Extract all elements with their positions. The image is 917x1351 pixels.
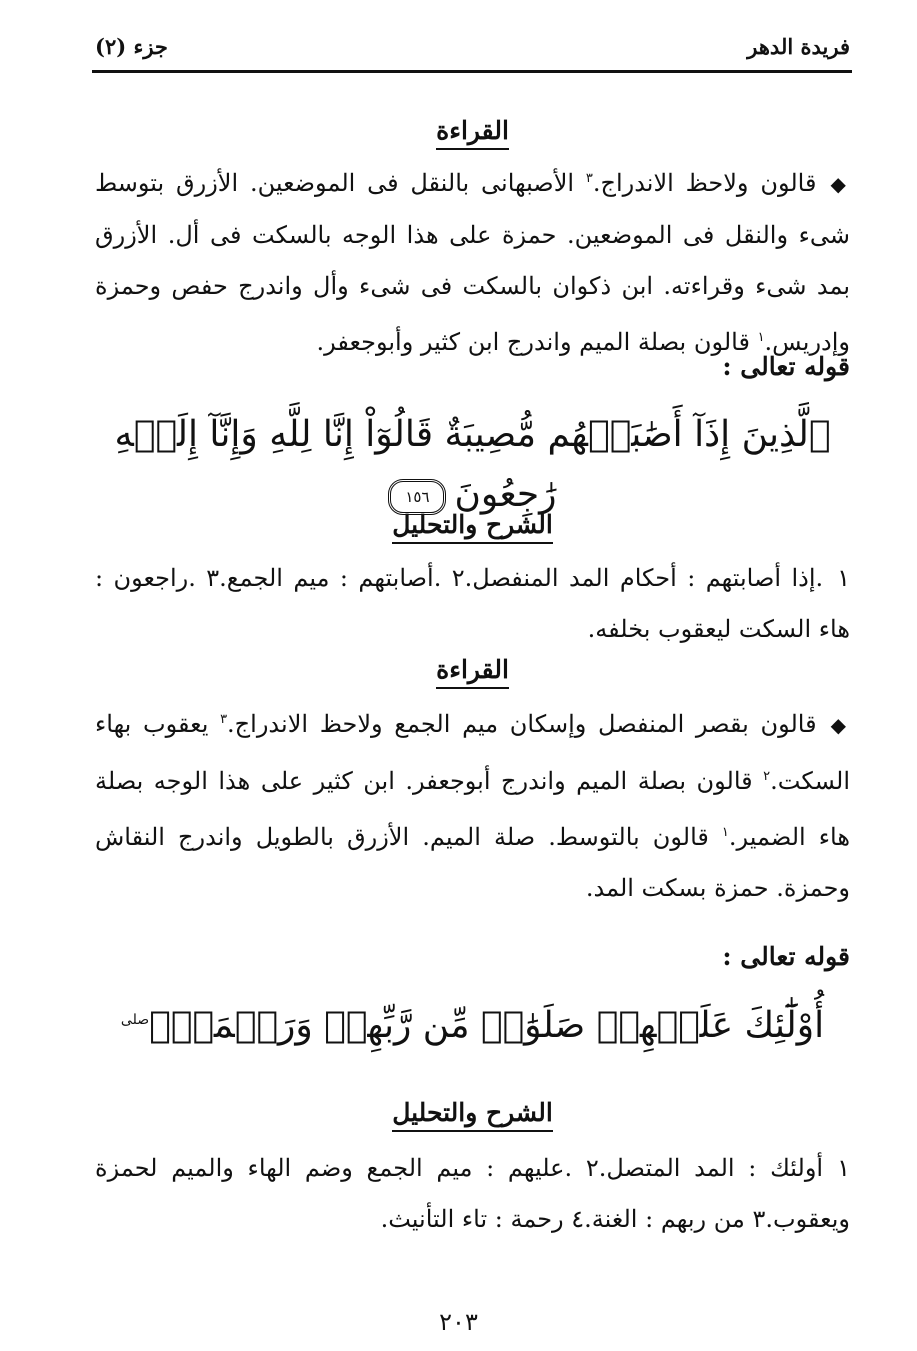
part-label: جزء (٢) <box>95 34 168 59</box>
footnote-ref: ٣ <box>220 712 228 727</box>
reading-paragraph: ◆قالون بقصر المنفصل وإسكان ميم الجمع ولاحظ الاندراج.$^٣$ يعقوب بهاء السكت.$^٢$ قالون بصلة الميم واندرج أبوجعفر. ابن كثير على هذا الوجه بصلة هاء الضمير.$^١$ قالون بالتوسط. صلة الميم. الأزرق بالطويل واندرج النقاش وحمزة. حمزة بسكت المد. <box>95 710 850 902</box>
section-heading-analysis: الشرح والتحليل <box>95 510 850 539</box>
book-title: فريدة الدهر <box>747 34 850 59</box>
footnote-ref: ١ <box>721 825 729 840</box>
header-rule <box>92 70 852 73</box>
footnote-ref: ٣ <box>585 171 593 186</box>
page-number: ٢٠٣ <box>439 1308 478 1336</box>
analysis-paragraph: ١.إذا أصابتهم : أحكام المد المنفصل.٢ .أصابتهم : ميم الجمع.٣ .راجعون : هاء السكت ليعقوب بخلفه. <box>95 564 851 643</box>
diamond-bullet-icon: ◆ <box>830 713 850 737</box>
item-number: ١ <box>837 564 851 592</box>
footnote-ref: ٢ <box>763 769 771 784</box>
quran-verse: ٱلَّذِينَ إِذَآ أَصَٰبَتۡهُم مُّصِيبَةٌ قَالُوٓاْ إِنَّا لِلَّهِ وَإِنَّآ إِلَيۡهِ رَٰجِعُونَ١٥٦ <box>114 414 831 515</box>
quran-verse: أُوْلَٰٓئِكَ عَلَيۡهِمۡ صَلَوَٰتٞ مِّن رَّبِّهِمۡ وَرَحۡمَةٞۖ$^{صلى}$ <box>120 1005 825 1046</box>
diamond-bullet-icon: ◆ <box>830 172 850 196</box>
running-header <box>95 34 850 68</box>
verse-intro: قوله تعالى : <box>722 352 850 381</box>
ayah-number-icon: ١٥٦ <box>388 479 446 515</box>
item-number: ١ <box>837 1154 850 1182</box>
pause-mark-icon: صلى <box>120 1012 150 1028</box>
section-heading-reading: القراءة <box>95 655 850 684</box>
analysis-paragraph: ١أولئك : المد المتصل.٢ .عليهم : ميم الجمع وضم الهاء والميم لحمزة ويعقوب.٣ من ربهم : الغنة.٤ رحمة : تاء التأنيث. <box>95 1154 850 1233</box>
footnote-ref: ١ <box>757 330 765 345</box>
section-heading-reading: القراءة <box>95 116 850 145</box>
verse-intro: قوله تعالى : <box>722 942 850 971</box>
section-heading-analysis: الشرح والتحليل <box>95 1098 850 1127</box>
reading-paragraph: ◆قالون ولاحظ الاندراج.$^٣$ الأصبهانى بالنقل فى الموضعين. الأزرق بتوسط شىء والنقل فى الموضعين. حمزة على هذا الوجه بالسكت فى أل. الأزرق بمد شىء وقراءته. ابن ذكوان بالسكت فى شىء وأل واندرج حفص وحمزة وإدريس.$^١$ قالون بصلة الميم واندرج ابن كثير وأبوجعفر. <box>95 169 850 356</box>
